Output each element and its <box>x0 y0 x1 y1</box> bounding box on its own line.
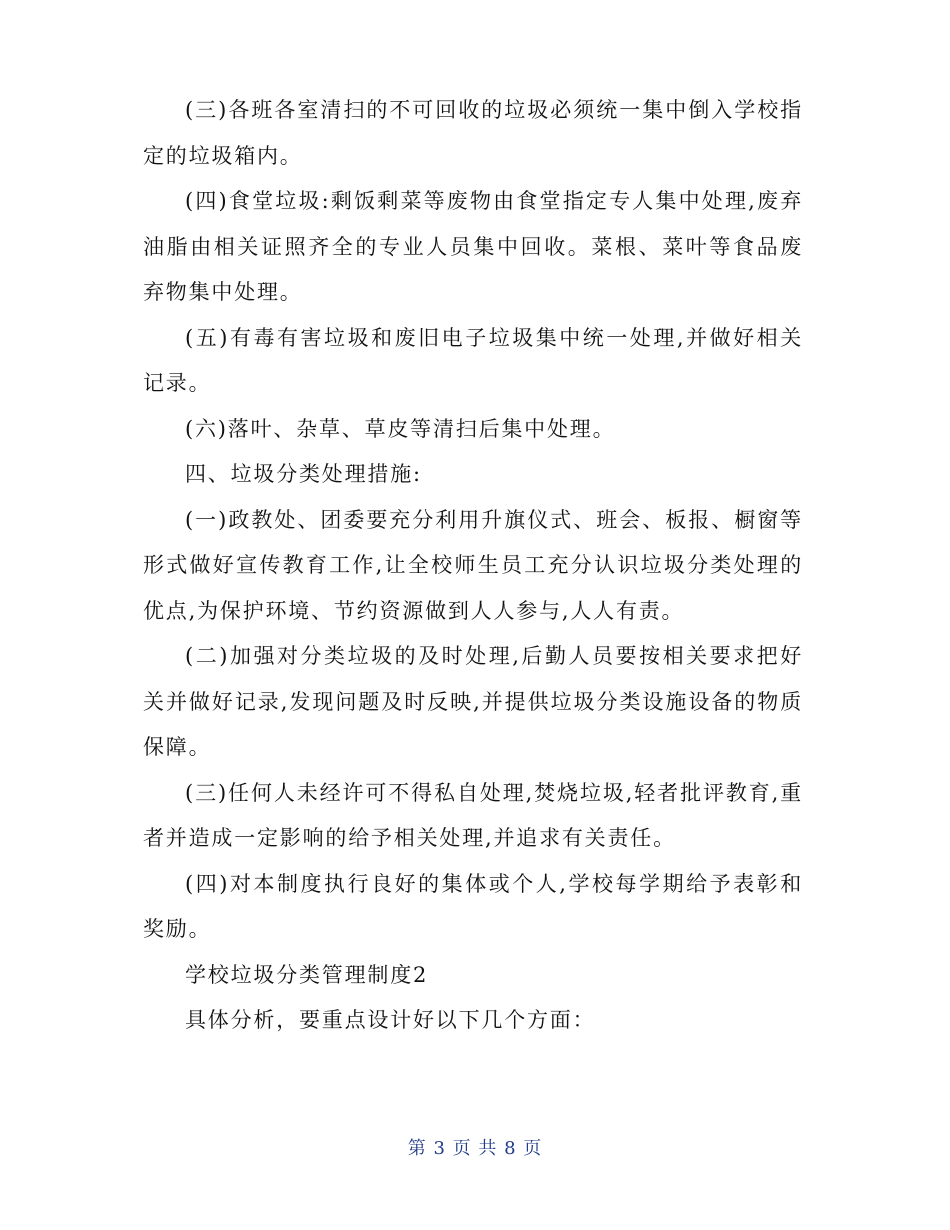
paragraph-9: (四)对本制度执行良好的集体或个人,学校每学期给予表彰和奖励。 <box>143 871 803 941</box>
paragraph-2: (四)食堂垃圾:剩饭剩菜等废物由食堂指定专人集中处理,废弃油脂由相关证照齐全的专业人员集中回收。菜根、菜叶等食品废弃物集中处理。 <box>143 189 803 304</box>
page-number-footer: 第 3 页 共 8 页 <box>407 1138 543 1159</box>
paragraph-7: (二)加强对分类垃圾的及时处理,后勤人员要按相关要求把好关并做好记录,发现问题及时反映,并提供垃圾分类设施设备的物质保障。 <box>143 644 803 759</box>
paragraph-4: (六)落叶、杂草、草皮等清扫后集中处理。 <box>185 416 616 441</box>
section-heading-measures: 四、垃圾分类处理措施: <box>185 462 422 486</box>
paragraph-3: (五)有毒有害垃圾和废旧电子垃圾集中统一处理,并做好相关记录。 <box>143 325 803 395</box>
document-body <box>143 88 803 1044</box>
paragraph-8: (三)任何人未经许可不得私自处理,焚烧垃圾,轻者批评教育,重者并造成一定影响的给予相关处理,并追求有关责任。 <box>143 780 803 850</box>
document-subtitle: 学校垃圾分类管理制度2 <box>185 962 429 987</box>
paragraph-1: (三)各班各室清扫的不可回收的垃圾必须统一集中倒入学校指定的垃圾箱内。 <box>143 98 803 168</box>
paragraph-6: (一)政教处、团委要充分利用升旗仪式、班会、板报、橱窗等形式做好宣传教育工作,让全校师生员工充分认识垃圾分类处理的优点,为保护环境、节约资源做到人人参与,人人有责。 <box>143 507 803 623</box>
paragraph-11: 具体分析，要重点设计好以下几个方面： <box>185 1008 596 1032</box>
